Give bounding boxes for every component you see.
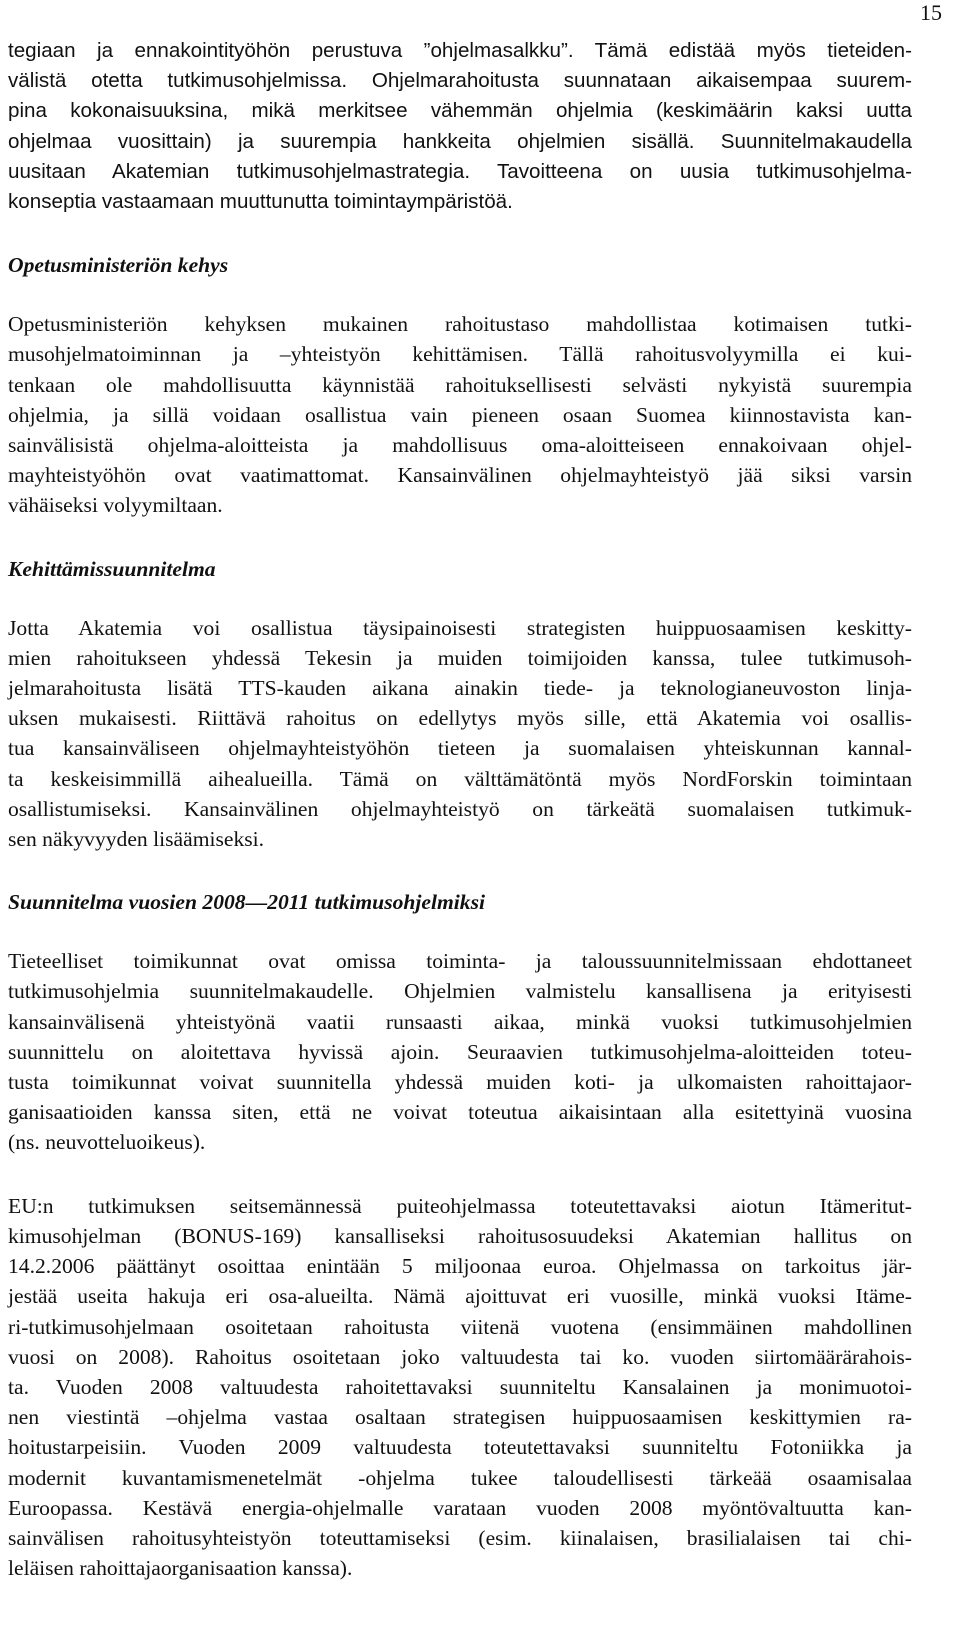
text-line: tua kansainväliseen ohjelmayhteistyöhön tieteen ja suomalaisen yhteiskunnan kannal- xyxy=(8,736,912,761)
text-line: sainvälisistä ohjelma-aloitteista ja mahdollisuus oma-aloitteiseen ennakoivaan ohjel- xyxy=(8,433,912,458)
text-line: 14.2.2006 päättänyt osoittaa enintään 5 miljoonaa euroa. Ohjelmassa on tarkoitus jär- xyxy=(8,1254,912,1279)
section-paragraph xyxy=(8,946,912,1157)
section-heading: Suunnitelma vuosien 2008—2011 tutkimusohjelmiksi xyxy=(8,890,485,915)
text-line: tenkaan ole mahdollisuutta käynnistää rahoituksellisesti selvästi nykyistä suurempia xyxy=(8,372,912,397)
text-line: konseptia vastaamaan muuttunutta toimintaympäristöä. xyxy=(8,190,513,214)
section-paragraph xyxy=(8,1191,912,1584)
text-line: tegiaan ja ennakointityöhön perustuva ”ohjelmasalkku”. Tämä edistää myös tieteiden- xyxy=(8,39,912,62)
text-line: EU:n tutkimuksen seitsemännessä puiteohjelmassa toteutettavaksi aiotun Itämeritut- xyxy=(8,1193,912,1218)
text-line: Euroopassa. Kestävä energia-ohjelmalle varataan vuoden 2008 myöntövaltuutta kan- xyxy=(8,1495,912,1520)
document-body xyxy=(8,36,912,1583)
text-line: tusta toimikunnat voivat suunnitella yhdessä muiden koti- ja ulkomaisten rahoittajaor- xyxy=(8,1070,912,1095)
text-line: vähäiseksi volyymiltaan. xyxy=(8,493,223,518)
text-line: musohjelmatoiminnan ja –yhteistyön kehittämisen. Tällä rahoitusvolyymilla ei kui- xyxy=(8,342,912,367)
section-heading: Opetusministeriön kehys xyxy=(8,253,229,278)
text-line: kansainvälisenä yhteistyönä vaatii runsaasti aikaa, minkä vuoksi tutkimusohjelmien xyxy=(8,1009,912,1034)
text-line: uusitaan Akatemian tutkimusohjelmastrategia. Tavoitteena on uusia tutkimusohjelma- xyxy=(8,159,912,183)
text-line: pina kokonaisuuksina, mikä merkitsee vähemmän ohjelmia (keskimäärin kaksi uutta xyxy=(8,99,912,123)
text-line: Opetusministeriön kehyksen mukainen rahoitustaso mahdollistaa kotimaisen tutki- xyxy=(8,312,912,337)
text-line: sen näkyvyyden lisäämiseksi. xyxy=(8,827,265,852)
text-line: välistä otetta tutkimusohjelmissa. Ohjelmarahoitusta suunnataan aikaisempaa suurem- xyxy=(8,69,912,93)
text-line: mien rahoitukseen yhdessä Tekesin ja muiden toimijoiden kanssa, tulee tutkimusoh- xyxy=(8,645,912,670)
text-line: jelmarahoitusta lisätä TTS-kauden aikana ainakin tiede- ja teknologianeuvoston linja- xyxy=(8,676,912,701)
section-paragraph xyxy=(8,613,912,855)
text-line: jestää useita hakuja eri osa-alueilta. Nämä ajoittuvat eri vuosille, minkä vuoksi Itäme- xyxy=(8,1284,912,1309)
text-line: leläisen rahoittajaorganisaation kanssa). xyxy=(8,1556,353,1581)
text-line: (ns. neuvotteluoikeus). xyxy=(8,1130,206,1155)
text-line: ta. Vuoden 2008 valtuudesta rahoitettavaksi suunniteltu Kansalainen ja monimuotoi- xyxy=(8,1374,912,1399)
text-line: modernit kuvantamismenetelmät -ohjelma tukee taloudellisesti tärkeää osaamisalaa xyxy=(8,1465,912,1490)
text-line: ri-tutkimusohjelmaan osoitetaan rahoitusta viitenä vuotena (ensimmäinen mahdollinen xyxy=(8,1314,912,1339)
page-number: 15 xyxy=(920,0,942,25)
text-line: mayhteistyöhön ovat vaatimattomat. Kansainvälinen ohjelmayhteistyö jää siksi varsin xyxy=(8,463,912,488)
text-line: ohjelmaa vuosittain) ja suurempia hankkeita ohjelmien sisällä. Suunnitelmakaudella xyxy=(8,129,912,153)
section-heading: Kehittämissuunnitelma xyxy=(8,556,216,581)
text-line: tutkimusohjelmia suunnitelmakaudelle. Ohjelmien valmistelu kansallisena ja erityisesti xyxy=(8,979,912,1004)
text-line: ohjelmia, ja sillä voidaan osallistua vain pieneen osaan Suomea kiinnostavista kan- xyxy=(8,402,912,427)
section-paragraph xyxy=(8,309,912,520)
text-line: Jotta Akatemia voi osallistua täysipainoisesti strategisten huippuosaamisen keskitty- xyxy=(8,615,912,640)
text-line: kimusohjelman (BONUS-169) kansalliseksi rahoitusosuudeksi Akatemian hallitus on xyxy=(8,1223,912,1248)
text-line: vuosi on 2008). Rahoitus osoitetaan joko valtuudesta tai ko. vuoden siirtomäärärahois- xyxy=(8,1344,912,1369)
text-line: ganisaatioiden kanssa siten, että ne voivat toteutua aikaisintaan alla esitettyinä vuosina xyxy=(8,1100,912,1125)
text-line: ta keskeisimmillä aihealueilla. Tämä on välttämätöntä myös NordForskin toimintaan xyxy=(8,766,912,791)
text-line: uksen mukaisesti. Riittävä rahoitus on edellytys myös sille, että Akatemia voi osallis- xyxy=(8,706,912,731)
text-line: hoitustarpeisiin. Vuoden 2009 valtuudesta toteutettavaksi suunniteltu Fotoniikka ja xyxy=(8,1435,912,1460)
text-line: nen viestintä –ohjelma vastaa osaltaan strategisen huippuosaamisen keskittymien ra- xyxy=(8,1405,912,1430)
text-line: suunnittelu on aloitettava hyvissä ajoin. Seuraavien tutkimusohjelma-aloitteiden toteu- xyxy=(8,1039,912,1064)
text-line: osallistumiseksi. Kansainvälinen ohjelmayhteistyö on tärkeätä suomalaisen tutkimuk- xyxy=(8,796,912,821)
text-line: sainvälisen rahoitusyhteistyön toteuttamiseksi (esim. kiinalaisen, brasilialaisen tai chi- xyxy=(8,1525,912,1550)
text-line: Tieteelliset toimikunnat ovat omissa toiminta- ja taloussuunnitelmissaan ehdottaneet xyxy=(8,949,912,974)
intro-paragraph xyxy=(8,36,912,217)
